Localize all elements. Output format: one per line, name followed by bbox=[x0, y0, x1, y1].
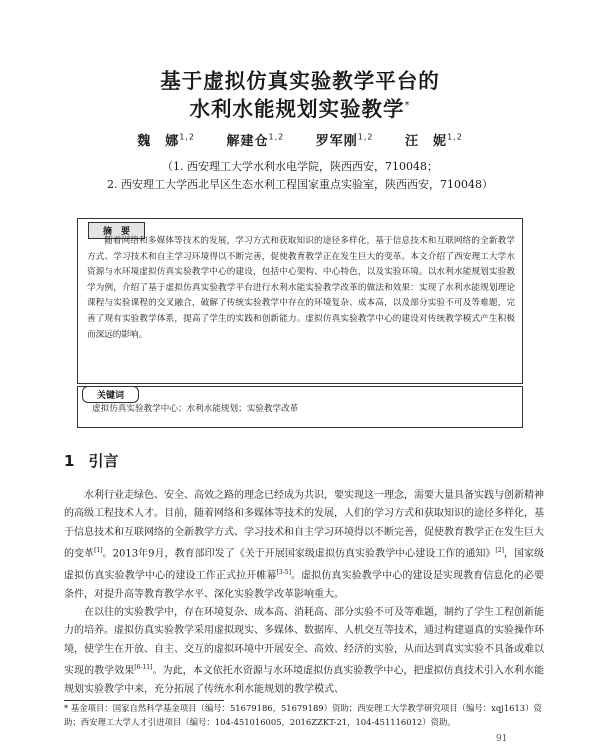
title-line-2: 水利水能规划实验教学* bbox=[189, 97, 411, 121]
abstract-text: 随着网络和多媒体等技术的发展，学习方式和获取知识的途径多样化，基于信息技术和互联网络的全新教学方式、学习技术和自主学习环境得以不断完善，促使教育教学正在发生巨大的变革。本文介绍了西安理工大学水资源与水环境虚拟仿真实验教学中心的建设，包括中心架构、中心特色，以及实验环境。以水利水能规划实验教学为例，介绍了基于虚拟仿真实验教学平台进行水利水能实验教学改革的做法和效果：实现了水利水能规划理论课程与实验课程的交叉融合，破解了传统实验教学中存在的环境复杂、成本高，以及部分实验不可及等难题，完善了现有实验教学体系，提高了学生的实践和创新能力。虚拟仿真实验教学中心的建设对传统教学模式产生积极而深远的影响。 bbox=[87, 236, 515, 340]
section-heading: 1 引言 bbox=[64, 452, 119, 470]
intro-paragraph-2: 在以往的实验教学中，存在环境复杂、成本高、消耗高、部分实验不可及等难题，制约了学生工程创新能力的培养。虚拟仿真实验教学采用虚拟现实、多媒体、数据库、人机交互等技术，通过构建逼真的实验操作环境，使学生在开放、自主、交互的虚拟环境中开展安全、高效、经济的实验，从而达到真实实验不具备或难以实现的教学效果[6-11]。为此，本文依托水资源与水环境虚拟仿真实验教学中心，把虚拟仿真技术引入水利水能规划实验教学中来，充分拓展了传统水利水能规划的教学模式、 bbox=[64, 607, 545, 695]
author: 汪 妮$^{1,2}$ bbox=[405, 132, 463, 149]
author-list bbox=[0, 130, 600, 149]
affiliation-1: （1. 西安理工大学水利水电学院，陕西西安，710048； bbox=[162, 160, 438, 173]
affiliation-2: 2. 西安理工大学西北旱区生态水利工程国家重点实验室，陕西西安，710048） bbox=[107, 178, 493, 191]
author: 解建仓$^{1,2}$ bbox=[226, 132, 285, 149]
keywords-label: 关键词 bbox=[82, 386, 139, 403]
footnote-rule bbox=[64, 700, 224, 701]
title-mark: * bbox=[404, 100, 411, 112]
title-line-1: 基于虚拟仿真实验教学平台的 bbox=[160, 69, 440, 93]
intro-paragraph-1: 水利行业走绿色、安全、高效之路的理念已经成为共识，要实现这一理念，需要大量具备实践与创新精神的高级工程技术人才。目前，随着网络和多媒体等技术的发展，人们的学习方式和获取知识的途径多样化，基于信息技术和互联网络的全新教学方式、学习技术和自主学习环境得以不断完善，促使教育教学正在发生巨大的变革[1]。2013年9月，教育部印发了《关于开展国家级虚拟仿真实验教学中心建设工作的通知》[2]，国家级虚拟仿真实验教学中心的建设工作正式拉开帷幕[3-5]。虚拟仿真实验教学中心的建设是实现教育信息化的必要条件，对提升高等教育教学水平、深化实验教学改革影响重大。 bbox=[64, 490, 545, 600]
abstract-label: 摘 要 bbox=[88, 222, 145, 239]
footnote: * 基金项目：国家自然科学基金项目（编号：51679186，51679189）资助；西安理工大学教学研究项目（编号：xqj1613）资助；西安理工大学人才引进项目（编号：104-451016005，2016ZZKT-21，104-451116012）资助。 bbox=[64, 703, 542, 727]
keywords-text: 虚拟仿真实验教学中心；水利水能规划；实验教学改革 bbox=[92, 404, 299, 414]
author: 魏 娜$^{1,2}$ bbox=[137, 132, 195, 149]
author: 罗军刚$^{1,2}$ bbox=[315, 132, 374, 149]
page-number: 91 bbox=[496, 734, 508, 744]
